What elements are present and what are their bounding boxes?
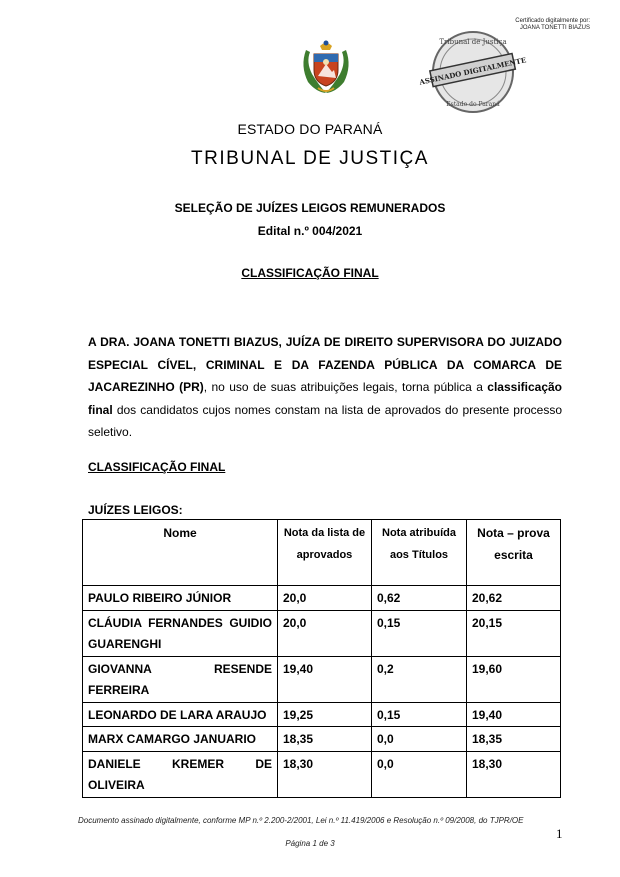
written-score: 20,15: [467, 610, 561, 656]
titles-score: 0,2: [372, 656, 467, 702]
table-row: [83, 656, 561, 702]
titles-score: 0,0: [372, 727, 467, 752]
header-approved-score: Nota da lista de aprovados: [278, 520, 372, 586]
court-heading: TRIBUNAL DE JUSTIÇA: [191, 148, 429, 169]
section-title-text: CLASSIFICAÇÃO FINAL: [88, 460, 226, 474]
table-row: [83, 727, 561, 752]
page-label: Página 1 de 3: [285, 839, 335, 848]
candidate-name: GIOVANNA RESENDE FERREIRA: [83, 656, 278, 702]
header-name: Nome: [83, 520, 278, 586]
table-header-row: [83, 520, 561, 586]
seal-top-text: Tribunal de Justiça: [439, 38, 507, 46]
candidate-name: LEONARDO DE LARA ARAUJO: [83, 702, 278, 727]
written-score: 19,60: [467, 656, 561, 702]
written-score: 18,30: [467, 751, 561, 797]
certificate-signer: JOANA TONETTI BIAZUS: [519, 25, 590, 31]
candidate-name: MARX CAMARGO JANUARIO: [83, 727, 278, 752]
titles-score: 0,62: [372, 586, 467, 611]
table-row: [83, 751, 561, 797]
approved-score: 20,0: [278, 610, 372, 656]
written-score: 20,62: [467, 586, 561, 611]
candidate-name: CLÁUDIA FERNANDES GUIDIO GUARENGHI: [83, 610, 278, 656]
header-titles-score: Nota atribuída aos Títulos: [372, 520, 467, 586]
header-written-score: Nota – prova escrita: [467, 520, 561, 586]
approved-score: 18,30: [278, 751, 372, 797]
selection-title: SELEÇÃO DE JUÍZES LEIGOS REMUNERADOS: [174, 201, 446, 215]
state-heading: ESTADO DO PARANÁ: [237, 121, 383, 137]
intro-bold-text-2: classificação final: [88, 380, 563, 417]
titles-score: 0,15: [372, 702, 467, 727]
parana-coat-of-arms-icon: [298, 36, 354, 94]
approved-score: 19,25: [278, 702, 372, 727]
classification-table: [82, 519, 561, 798]
intro-bold-text: A DRA. JOANA TONETTI BIAZUS, JUÍZA DE DIREITO SUPERVISORA DO JUIZADO ESPECIAL CÍVEL, CRIMINAL E DA FAZENDA PÚBLICA DA COMARCA DE JACAREZINHO (PR): [88, 335, 562, 394]
seal-band-text: ASSINADO DIGITALMENTE: [418, 55, 527, 87]
table-row: [83, 586, 561, 611]
digital-signature-seal: [418, 22, 527, 118]
classification-heading: [0, 266, 620, 280]
intro-paragraph: [88, 331, 562, 444]
titles-score: 0,15: [372, 610, 467, 656]
edital-number: Edital n.º 004/2021: [257, 224, 363, 238]
intro-text-2: dos candidatos cujos nomes constam na lista de aprovados do presente processo seletivo.: [88, 402, 562, 439]
classification-heading-text: CLASSIFICAÇÃO FINAL: [241, 266, 379, 280]
written-score: 18,35: [467, 727, 561, 752]
table-title: JUÍZES LEIGOS:: [88, 503, 183, 517]
seal-bottom-text: Estado do Paraná: [446, 101, 500, 108]
table-row: [83, 702, 561, 727]
approved-score: 18,35: [278, 727, 372, 752]
approved-score: 20,0: [278, 586, 372, 611]
candidate-name: PAULO RIBEIRO JÚNIOR: [83, 586, 278, 611]
candidate-name: DANIELE KREMER DE OLIVEIRA: [83, 751, 278, 797]
approved-score: 19,40: [278, 656, 372, 702]
digital-certificate-note: [515, 18, 590, 32]
titles-score: 0,0: [372, 751, 467, 797]
intro-text: , no uso de suas atribuições legais, torna pública a: [203, 380, 488, 394]
certificate-line: Certificado digitalmente por:: [515, 18, 590, 24]
table-row: [83, 610, 561, 656]
footer-note: Documento assinado digitalmente, conforme MP n.º 2.200-2/2001, Lei n.º 11.419/2006 e Resolução n.º 09/2008, do TJPR/OE: [78, 816, 524, 825]
written-score: 19,40: [467, 702, 561, 727]
section-title: [88, 460, 225, 474]
page-number: 1: [556, 826, 563, 841]
